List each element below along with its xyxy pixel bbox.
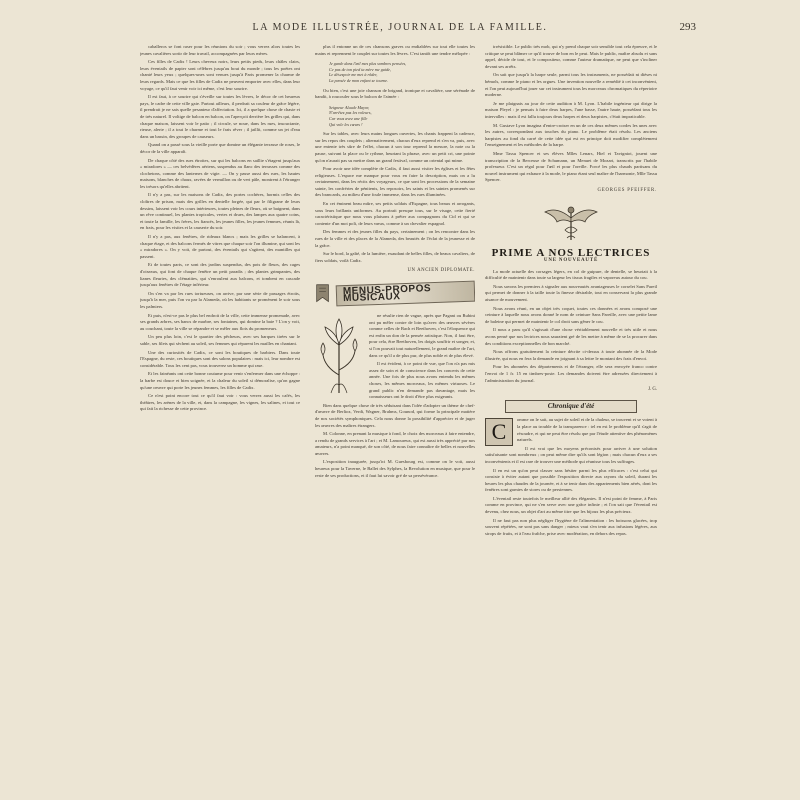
- paragraph: Mme Tassu Spencer et ses élèves Mlles Lenars, Hiel et Tavigniot, jouent une transcription de la Berceuse de Schumann, un Menuet de Mozart, transcrits par l'habile professeur. C'est un régal pour l'œil et pour l'oreille. Forcé les plus chauds partisans du nouvel instrument qui exhaure à la mode, le piano étant seul maître de l'harmonie, Mlle Tassu Spencer.: [485, 150, 657, 183]
- paragraph: Et puis, n'est-ce pas le plus bel endroit de la ville, cette immense promenade, avec ses grands arbres, ses bancs de marbre, ses fontaines, qui domine la baie ? L'on y voit, au couchant, toute la ville se répandre et se mêler aux flots du promeneurs.: [140, 312, 300, 331]
- page-number: 293: [679, 21, 696, 33]
- paragraph: Il nous a paru qu'il s'agissait d'une chose véritablement nouvelle et très utile et nous avons pensé que nos lectrices nous sauraient gré de les mettre à même de se la procurer dans des conditions exceptionnelles de bon marché.: [485, 327, 657, 346]
- running-title: LA MODE ILLUSTRÉE, JOURNAL DE LA FAMILLE.: [252, 22, 548, 33]
- section-heading: PRIME A NOS LECTRICES: [491, 247, 651, 260]
- section-banner: [505, 400, 637, 414]
- paragraph: Et de toutes parts, ce sont des jardins suspendus, des pots de fleurs, des cages d'oiseaux, qui font de chaque fenêtre un petit paradis ; des plantes grimpantes, des lianes fleuries, des clématites, qui s'enroulent aux balcons, et tombent en cascade jusqu'aux fenêtres de l'étage inférieur.: [140, 262, 300, 288]
- paragraph: plus il entonne un de ces chansons graves ou endiablées sur tout elle toutes les mains et reprennent le couplet sur toutes les lèvres. C'est tantôt une tendre mélopée :: [315, 44, 475, 56]
- section-subheading: UNE NOUVEAUTÉ: [543, 258, 599, 264]
- paragraph: Nous avons réuni, en un objet très coquet, toutes ces données et avons composé une ceinture à laquelle nous avons donné le nom de ceinture Sans Pareille, avec une petite lame de baleine qui permet de maintenir le col droit sans gêner le cou.: [485, 305, 657, 324]
- column-1: [140, 44, 300, 790]
- column-2: [315, 44, 475, 790]
- paragraph: La mode actuelle des corsages légers, en col de guipure, de dentelle, se heurtait à la difficulté de maintenir dans toute sa largeur les tissus fragiles et vaporeux autour du cou.: [485, 268, 657, 281]
- paragraph: Nous offrons gratuitement la ceinture décrite ci-dessus à toute abonnée de la Mode illustrée, qui nous en fera la demande en joignant à sa lettre le montant des frais d'envoi.: [485, 349, 657, 361]
- paragraph: irrésistible. Le public très mob, qui n'y prend chaque soir sensible tout cela épreuve, et le critique se peut blâmer ce qu'il trouve de bon en le peut. Mais le public, maître absolu et sans appel, décide de tout, et le compositeur, comme l'auteur dramatique, ne peut que s'incliner devant ses arrêts.: [485, 44, 657, 69]
- paragraph: On s'en va par les rues tortueuses, on arrive, par une série de passages étroits, jusqu'à la mer, puis l'on va par la Alameda, où les habitants se promènent le soir sous les palmiers.: [140, 290, 300, 309]
- article-signature: GEORGES PFEIFFER.: [597, 187, 657, 193]
- winged-ornament-icon: [543, 202, 599, 244]
- ribbon-ornament-icon: [315, 281, 330, 307]
- paragraph: Pour les abonnées des départements et de l'étranger, elle sera envoyée franco contre l'envoi de 1 fr. 15 en timbres-poste. Les demandes doivent être adressées directement à l'administration du journal.: [485, 364, 657, 383]
- verse-quote: Seigneur Alcade Mayor, N'arrêtez pas les voleurs, Car vous avez une fille Qui vole les cœurs !: [329, 104, 372, 127]
- paragraph: omme on le sait, au sujet de soleil et de la chaleur, se trouvent et se voient à la place au trouble de la transparence : tel en est le problème qu'il s'agit de résoudre, et qui ne peut être résolu que par l'étude attentive des phénomènes naturels.: [517, 417, 657, 443]
- paragraph: Ces filles de Cadix ! Leurs cheveux noirs, leurs petits pieds, leurs châles clairs, leurs éventails de papier sont célèbres jusqu'au bout du monde ; tous les poètes ont chanté leurs yeux ; quelques-unes sont venues jusqu'à Paris promener la charme de leurs regards. Mais ce que les filles de Cadix ne peuvent emporter avec elles, dans leur voyage, ce qu'il faut venir voir ici même, c'est leur sourire.: [140, 59, 300, 91]
- paragraph: Il est vrai que les moyens préconisés pour arriver à une solution satisfaisante sont nombreux ; on peut même dire qu'ils sont légion ; mais chacun d'eux a ses inconvénients et il est rare de trouver une méthode qui réunisse tous les suffrages.: [485, 445, 657, 464]
- paragraph: L'éventail reste toutefois le meilleur allié des élégantes. Il n'est point de femme, à Paris comme en province, qui ne s'en serve avec une grâce infinie ; et l'on sait que l'éventail est devenu, chez nous, un objet d'art au même titre que les bijoux les plus précieux.: [485, 495, 657, 515]
- paragraph: Sur les tables, avec leurs mains longues ouvertes, les chants frappent la cadence, sur les repos des couplets ; alternativement, chacun d'eux reprend et s'en va, puis, avec une entente très sûre de l'effet, chacun à son tour reprend la mesure, la note ou la pause, suivant la place ou le rythme, heurtant la phrase, avec un petit cri, une pointe qu'on n'aurait pas su mettre dans un grand festival, comme un oriental qui mime.: [315, 131, 475, 163]
- article-signature: UN ANCIEN DIPLOMATE.: [407, 268, 475, 274]
- paragraph: En cet éminent beau mûre, ses petits soldats d'Espagne, tous beaux et arrogants, sous leurs brillants uniformes. Au portrait presque tous, sur le visage, cette fierté caractéristique que nous vous plaisons à prêter aux compagnons du Cid et qui se contente d'un mot poli, de leurs vœux, comme à un chevalier espagnol.: [315, 201, 475, 226]
- column-3: [485, 44, 657, 790]
- paragraph: Un peu plus loin, c'est le quartier des pêcheurs, avec ses barques tirées sur le sable, ses filets qui sèchent au soleil, ses femmes qui réparent les mailles en chantant.: [140, 334, 300, 346]
- paragraph: Il n'y a pas, sur les maisons de Cadix, des portes cochères, hormis celles des cloîtres de prison, mais des grilles en dentelle forgée, qui par le filigrane de leurs dessins, laissent voir les cours intérieures, toutes pleines de fleurs, où se baignent, dans un rêve continuel, les plantes tropicales, vertes et drues, des lampes aux quatre coins, et toute la famille, les frères, les fiancés, les jeunes filles, les jeunes femmes, réunis là, en frais, pour les visites et la causerie du soir.: [140, 192, 300, 231]
- paragraph: Il est faut, à ce sourire qui s'éveille sur toutes les lèvres, le décor de cet heureux pays, le cadre de cette ville gaie. Partout ailleurs, il perdrait sa couleur de grâce légère, il prendrait je ne sais quelle pesanteur d'affectation. Ici, il a quelque chose de chaste et de très naturel. Il voltige de balcon en balcon, on l'aperçoit derrière les grilles qui, dans chaque maison, laissent voir le patio ; il circule, se noue, dans les rues, insouciante, rieuse, alerte ; il a tout le charme et tout le frais rêver ; il jaillit, comme un jet d'eau dans un bassin, des groupes de causeurs.: [140, 94, 300, 139]
- section-banner: [315, 279, 475, 309]
- paragraph: Ce n'est point encore tout ce qu'il faut voir : vous verrez aussi les cafés, les théâtres, les arènes de la ville, et, dans la campagne, les vignes, les salines, et tout ce qui fait la richesse de cette province.: [140, 393, 300, 412]
- paragraph: Pour avoir une idée complète de Cadix, il faut aussi visiter les églises et les fêtes religieuses. L'espace me manque pour vous en faire la description, mais on a lu certainement, dans les récits des voyageurs, ce que sont les processions de la semaine sainte, les confréries de pénitents, les reposoirs, les saints et les saintes promenés sur des brancards, au milieu d'une foule immense, dans les rues illuminées.: [315, 166, 475, 198]
- paragraph: De chaque côté des rues étroites, sur qui les balcons en saillie s'étagent jusqu'aux « miradores » — ces belvédères aériens, suspendus au flanc des terrasses comme des clochetons, comme des lanternes de vigie. — On y passe aussi des rues, les hautes maisons, blanches de chaux, ravées de vermillon ou de vert pâle, montrent à l'étranger les trésors qu'elles abritent.: [140, 157, 300, 189]
- paragraph: Sur le bord, la gaîté, de la lumière, exaudant de belles filles, de beaux cavaliers, de fiers soldats, voilà Cadix.: [315, 251, 475, 263]
- banner-title: MENUS-PROPOS MUSICAUX: [336, 281, 475, 307]
- verse-quote: Je garde dans l'œil mes plus sombres pensées, Ce pas de ton pied ta mère me guide, Le désespoir me met à rôder, La pensée de mon enfant se tourne.: [329, 61, 407, 83]
- paragraph: Des femmes et des jeunes filles du pays, certainement ; on les rencontre dans les rues de la ville et des places de la Alameda, des beautés de l'éclat de la jeunesse et de la grâce.: [315, 229, 475, 248]
- paragraph: Nous savons les premiers à signaler aux nouveautés avantageuses le corselet Sans Pareil qui permet de donner à la taille toute la finesse désirable, tout en conservant la plus grande aisance de mouvement.: [485, 283, 657, 303]
- paragraph: ne résulte rien de vague, après que Pagani ou Rubini ont pu mêler contre de loin qu'avec des œuvres sévères comme celles de Bach et Beethoven, c'est l'éloquence qui est enfin un don de la pensée artistique. Non, il faut être, pour cela, être Beethoven, les doigts souffrir et songer, et, si l'on pouvait tout naturellement, le grand maître de l'art, dans ce qu'il a de plus pur, de plus noble et de plus élevé.: [369, 313, 475, 358]
- paragraph: Il n'y a pas, aux fenêtres, de rideaux blancs ; mais les grilles se balancent, à chaque étage, et des balcons fermés de vitres que chaque soir l'on illumine, qui sont les « miradores ». On y voit, de partout, des éventails qui s'agitent, des mantilles qui passent.: [140, 234, 300, 259]
- paragraph: Et les fainéants ont cette bonne coutume pour venir s'enfermer dans une échoppe : la barbe est douce et bien soignée, et la chaleur du soleil si démoralise, qu'on gagne qu'une oeuvre qui porte les jeunes femmes, les filles de Cadix.: [140, 371, 300, 390]
- lily-illustration-icon: [315, 315, 363, 395]
- paragraph: caballeros se font raser pour les réunions du soir ; vous verrez alors toutes les jeunes cavalières sortir de leur travail, accompagnées par leurs mères.: [140, 44, 300, 56]
- paragraph: Il en est un qu'on peut classer sans hésiter parmi les plus efficaces : c'est celui qui consiste à éviter autant que possible l'exposition directe aux rayons du soleil, durant les heures les plus chaudes de la journée, et à se tenir dans des appartements bien aérés, dont les fenêtres sont garnies de stores ou de persiennes.: [485, 467, 657, 493]
- paragraph: Il est évident, à ce point de vue, que l'on n'a pas mis assez de soin et de conscience dans les concerts de cette année. Une fois de plus nous avons entendu les mêmes choses, les mêmes morceaux, les mêmes virtuoses. Le grand public n'en demande pas davantage, mais les connaisseurs ont le droit d'être plus exigeants.: [369, 361, 475, 400]
- paragraph: Une des curiosités de Cadix, ce sont les boutiques de barbiers. Dans toute l'Espagne, du reste, ces boutiques sont des salons populaires : mais ici, leur nombre est considérable. Tous les cent pas, vous trouverez un homme qui rase.: [140, 349, 300, 368]
- paragraph: On sait que jusqu'à la harpe seule, parmi tous les instruments, ne possédait ni dièses ni bémols, comme le piano et les orgues. Une invention nouvelle a remédié à cet inconvénient, et l'on peut aujourd'hui jouer sur cet instrument tous les morceaux chromatiques du répertoire moderne.: [485, 72, 657, 98]
- paragraph: Ou bien, c'est une joie chanson de brigand, ironique et cavalière, une sérénade de bandit, à roucouler sous le balcon de l'aimée :: [315, 87, 475, 100]
- paragraph: Il ne faut pas non plus négliger l'hygiène de l'alimentation : les boissons glacées, trop souvent répétées, ne sont pas sans danger ; mieux vaut s'en tenir aux infusions légères, aux sirops de fruits, et à l'eau fraîche, prise avec modération, en dehors des repas.: [485, 517, 657, 536]
- author-initials: J. G.: [648, 387, 657, 393]
- paragraph: Bien dans quelque chose de très séduisant dans l'idée d'adopter un thème de chef-d'œuvre de Berlioz, Verdi, Wagner, Brahms, Gounod, qui forme la principale matière de nos sociétés symphoniques. Cela nous donne la possibilité d'apprécier et de juger les œuvres des maîtres étrangers.: [315, 402, 475, 428]
- paragraph: Je me plaignais au jour de cette audition à M. Lyon. L'habile ingénieur qui dirige la maison Pleyel : je pensais à faire deux harpes, l'une basse, l'autre haute, possédant tous les intervalles : mais il est fallu toujours deux harpes et deux harpistes, c'était impraticable.: [485, 100, 657, 119]
- paragraph: L'exposition inaugurée, jusqu'ici M. Guesbourg est, comme on le voit, aussi heureux pour la Taverne, le Ballet des Sylphes, la Revolution en musique, que pour le reste de ses productions, et il faut lui savoir gré de sa persévérance.: [315, 459, 475, 478]
- section-heading: Chronique d'été: [547, 401, 595, 410]
- paragraph: M. Gustave Lyon imagina d'entre-croiser en un de ces deux mêmes cordes les unes avec les autres, correspondant aux touches du piano. Le problème était résolu. Les anciens harpistes au fond du carré de cette idée qui est en principe doit modifier complètement l'enseignement et les méthodes de la harpe.: [485, 122, 657, 148]
- paragraph: Quand on a passé sous la vieille porte que domine un élégante terrasse de roses, le décor de la ville apparaît.: [140, 142, 300, 154]
- paragraph: M. Colonne, en prenant la musique à fond, le choix des morceaux à faire entendre, a rendu de grands services à l'art ; et M. Lamoureux, qui est aussi très apprécié par nos amateurs, n'a point manqué, de son côté, de nous faire connaître de belles et nouvelles œuvres.: [315, 431, 475, 456]
- drop-cap-letter: C: [485, 418, 513, 446]
- page-header: [120, 21, 696, 38]
